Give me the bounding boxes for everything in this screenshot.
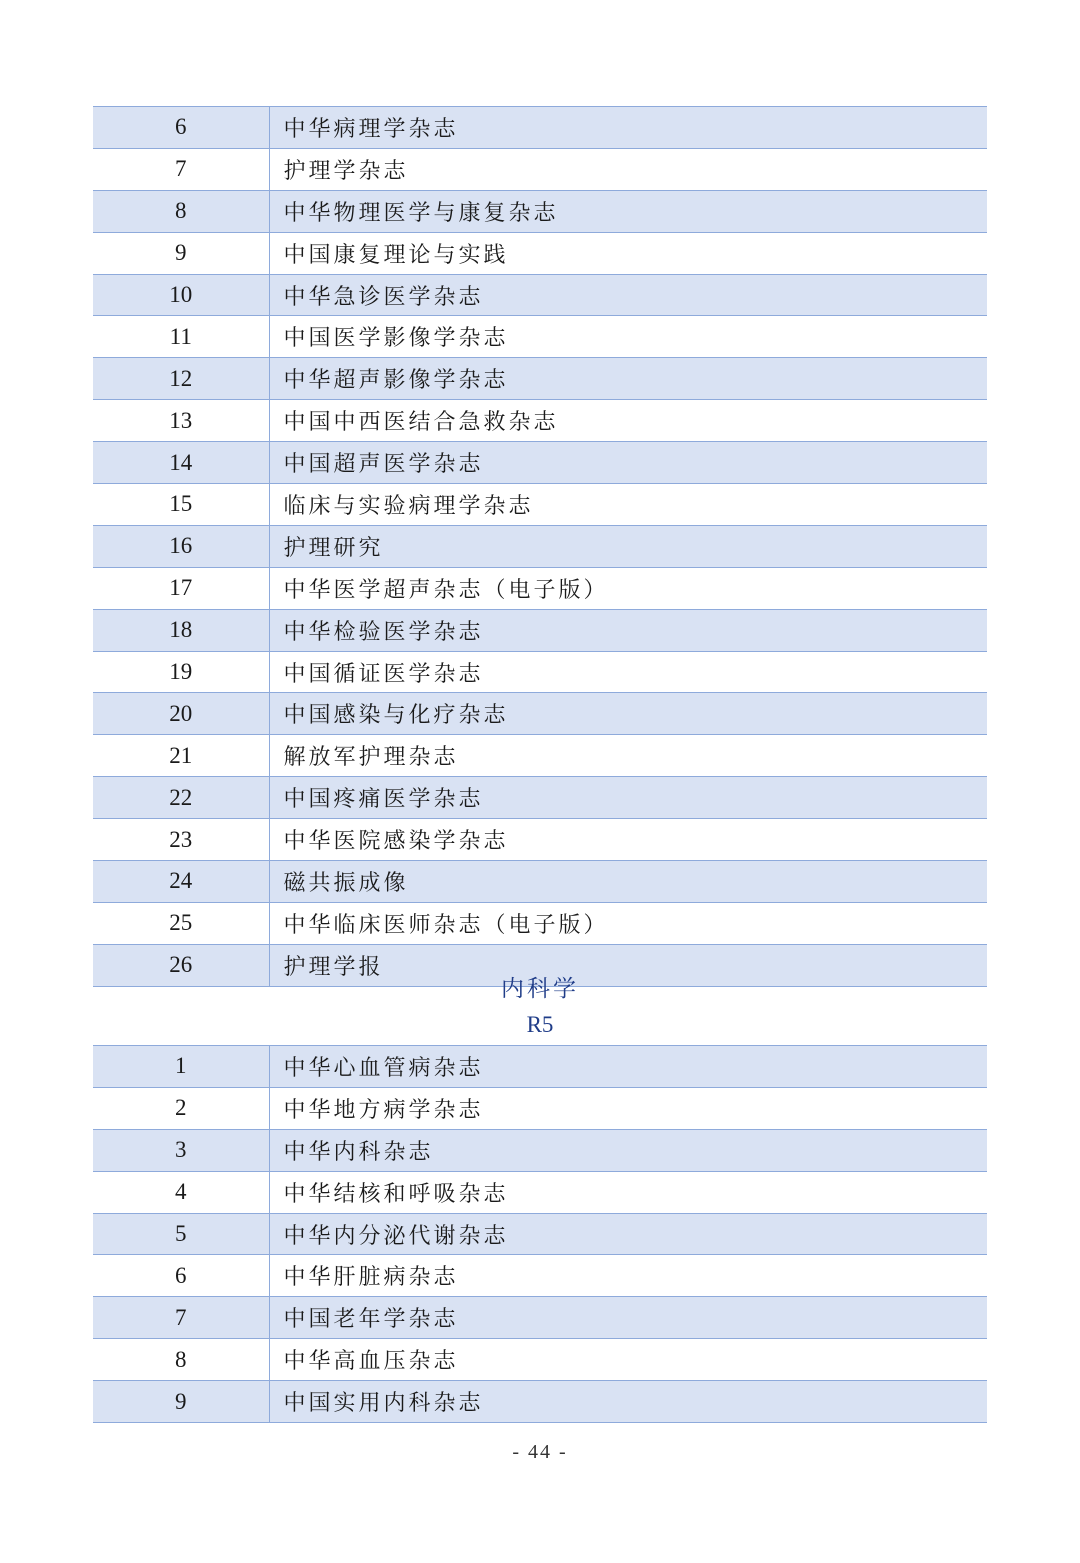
row-number: 21 xyxy=(93,735,269,777)
row-number: 7 xyxy=(93,148,269,190)
row-number: 15 xyxy=(93,484,269,526)
journal-table-continued xyxy=(93,106,987,987)
journal-name: 中华检验医学杂志 xyxy=(269,609,987,651)
row-number: 19 xyxy=(93,651,269,693)
row-number: 9 xyxy=(93,232,269,274)
table-row xyxy=(93,777,987,819)
page-number: - 44 - xyxy=(512,1441,568,1463)
table-row xyxy=(93,567,987,609)
journal-name: 中国老年学杂志 xyxy=(269,1297,987,1339)
section-title: 内科学 xyxy=(501,976,579,1002)
table-row xyxy=(93,819,987,861)
journal-name: 中国感染与化疗杂志 xyxy=(269,693,987,735)
table-row xyxy=(93,107,987,149)
table-row xyxy=(93,190,987,232)
journal-name: 护理学报 xyxy=(269,944,987,986)
table-row xyxy=(93,1213,987,1255)
row-number: 3 xyxy=(93,1129,269,1171)
journal-name: 中华内分泌代谢杂志 xyxy=(269,1213,987,1255)
journal-name: 中国超声医学杂志 xyxy=(269,442,987,484)
row-number: 2 xyxy=(93,1087,269,1129)
row-number: 1 xyxy=(93,1046,269,1088)
table-row xyxy=(93,525,987,567)
table-row xyxy=(93,651,987,693)
row-number: 12 xyxy=(93,358,269,400)
journal-name: 中华结核和呼吸杂志 xyxy=(269,1171,987,1213)
table-row xyxy=(93,274,987,316)
journal-table-internal-medicine xyxy=(93,1045,987,1423)
row-number: 5 xyxy=(93,1213,269,1255)
table-row xyxy=(93,735,987,777)
row-number: 6 xyxy=(93,1255,269,1297)
journal-name: 中华医院感染学杂志 xyxy=(269,819,987,861)
journal-name: 中华超声影像学杂志 xyxy=(269,358,987,400)
row-number: 4 xyxy=(93,1171,269,1213)
table-row xyxy=(93,1297,987,1339)
journal-name: 中华病理学杂志 xyxy=(269,107,987,149)
table-row xyxy=(93,358,987,400)
journal-name: 中华肝脏病杂志 xyxy=(269,1255,987,1297)
journal-name: 中华急诊医学杂志 xyxy=(269,274,987,316)
row-number: 20 xyxy=(93,693,269,735)
journal-name: 中国疼痛医学杂志 xyxy=(269,777,987,819)
table-row xyxy=(93,400,987,442)
table-row xyxy=(93,316,987,358)
row-number: 23 xyxy=(93,819,269,861)
journal-name: 中华医学超声杂志（电子版） xyxy=(269,567,987,609)
journal-name: 临床与实验病理学杂志 xyxy=(269,484,987,526)
row-number: 8 xyxy=(93,1339,269,1381)
journal-name: 中华内科杂志 xyxy=(269,1129,987,1171)
journal-name: 中华物理医学与康复杂志 xyxy=(269,190,987,232)
row-number: 10 xyxy=(93,274,269,316)
journal-name: 中华高血压杂志 xyxy=(269,1339,987,1381)
table-row xyxy=(93,1171,987,1213)
row-number: 13 xyxy=(93,400,269,442)
table-row xyxy=(93,861,987,903)
journal-name: 中国中西医结合急救杂志 xyxy=(269,400,987,442)
table-row xyxy=(93,1255,987,1297)
journal-name: 中国实用内科杂志 xyxy=(269,1381,987,1423)
row-number: 8 xyxy=(93,190,269,232)
row-number: 24 xyxy=(93,861,269,903)
journal-name: 中国康复理论与实践 xyxy=(269,232,987,274)
row-number: 16 xyxy=(93,525,269,567)
table-row xyxy=(93,1087,987,1129)
journal-name: 中国医学影像学杂志 xyxy=(269,316,987,358)
table-row xyxy=(93,902,987,944)
row-number: 25 xyxy=(93,902,269,944)
journal-name: 中华心血管病杂志 xyxy=(269,1046,987,1088)
table-row xyxy=(93,1339,987,1381)
table-row xyxy=(93,1129,987,1171)
row-number: 11 xyxy=(93,316,269,358)
table-row xyxy=(93,442,987,484)
row-number: 18 xyxy=(93,609,269,651)
table-row xyxy=(93,1381,987,1423)
section-code: R5 xyxy=(526,1012,554,1037)
journal-name: 磁共振成像 xyxy=(269,861,987,903)
row-number: 17 xyxy=(93,567,269,609)
row-number: 22 xyxy=(93,777,269,819)
row-number: 9 xyxy=(93,1381,269,1423)
journal-name: 中国循证医学杂志 xyxy=(269,651,987,693)
table-row xyxy=(93,148,987,190)
row-number: 6 xyxy=(93,107,269,149)
row-number: 14 xyxy=(93,442,269,484)
row-number: 26 xyxy=(93,944,269,986)
journal-name: 护理学杂志 xyxy=(269,148,987,190)
journal-name: 中华临床医师杂志（电子版） xyxy=(269,902,987,944)
table-row xyxy=(93,484,987,526)
table-row xyxy=(93,232,987,274)
journal-name: 解放军护理杂志 xyxy=(269,735,987,777)
table-row xyxy=(93,609,987,651)
table-row xyxy=(93,693,987,735)
journal-name: 护理研究 xyxy=(269,525,987,567)
row-number: 7 xyxy=(93,1297,269,1339)
table-row xyxy=(93,1046,987,1088)
journal-name: 中华地方病学杂志 xyxy=(269,1087,987,1129)
